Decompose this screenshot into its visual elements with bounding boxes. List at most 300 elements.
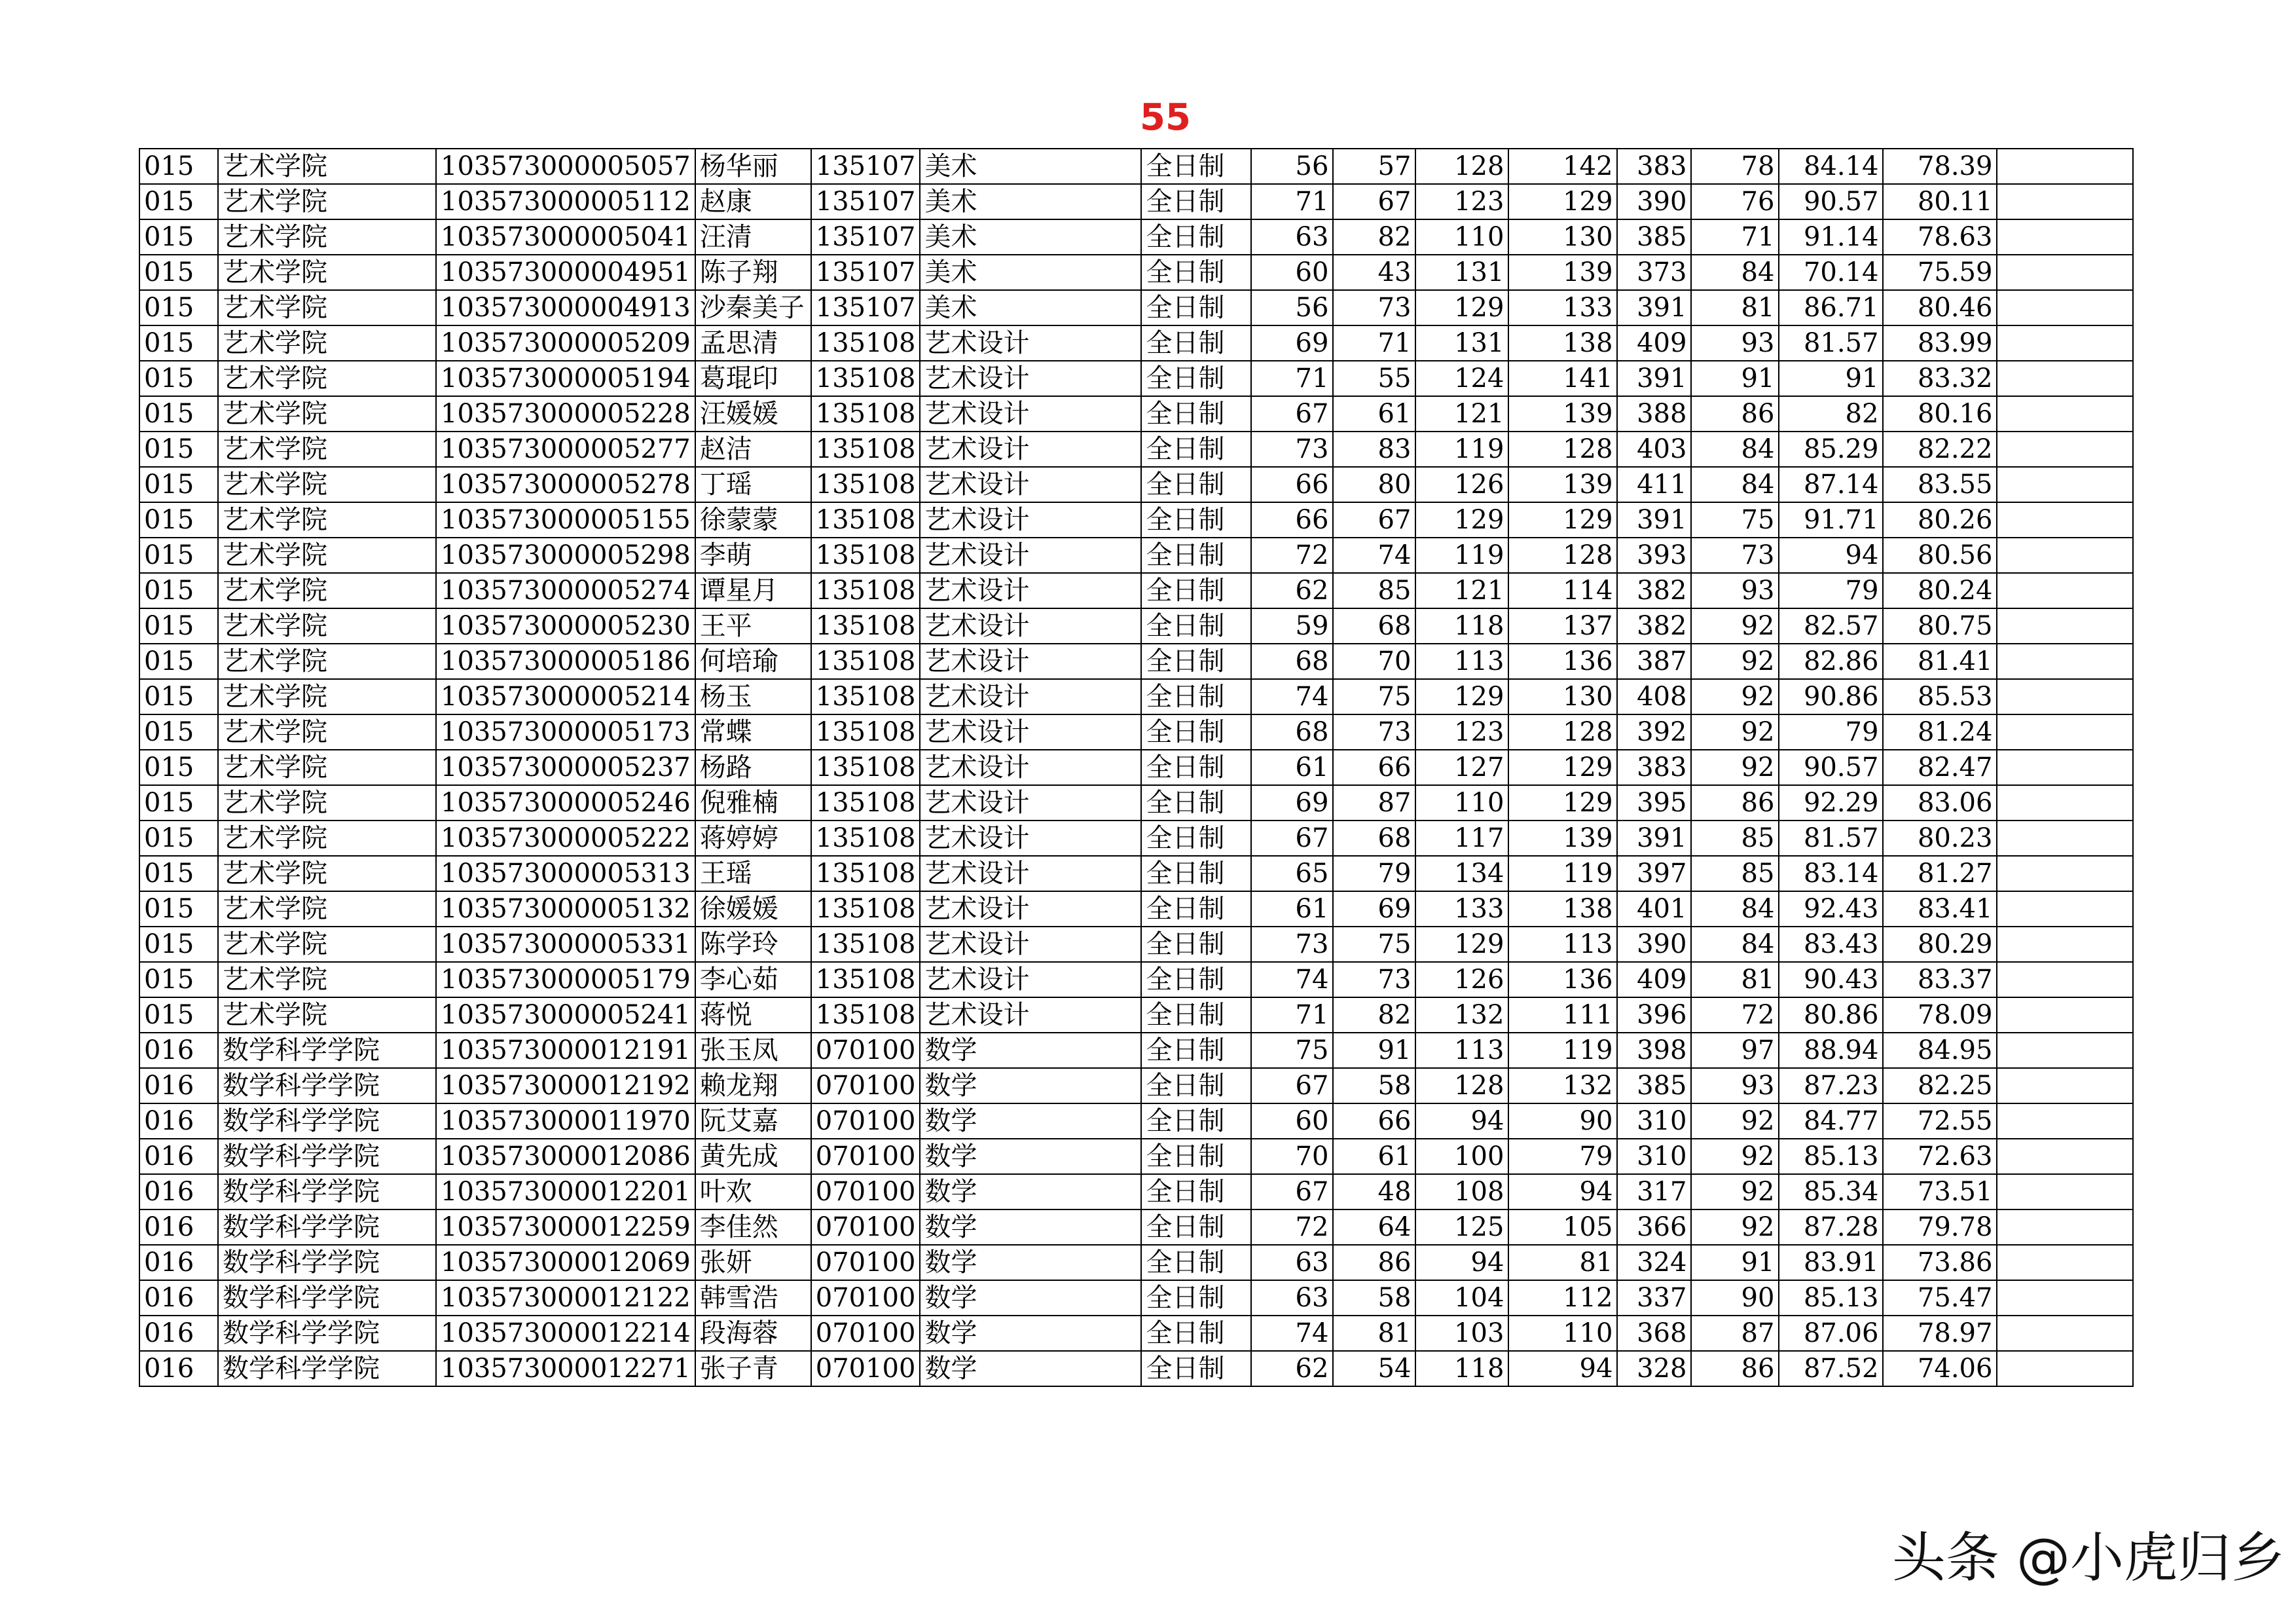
cell-major-name: 美术 [920,149,1141,184]
cell-retest-score: 85 [1691,856,1779,891]
cell-retest-average: 87.23 [1779,1068,1883,1103]
cell-score-subject-2: 113 [1508,927,1617,962]
cell-score-subject-2: 136 [1508,962,1617,997]
cell-candidate-name: 陈子翔 [695,255,811,290]
cell-candidate-id: 103573000005277 [436,432,695,467]
cell-final-score: 73.86 [1883,1245,1997,1280]
cell-major-name: 艺术设计 [920,997,1141,1033]
cell-college-code: 016 [139,1280,218,1316]
table-row [139,1351,2133,1386]
cell-score-foreign-language: 70 [1333,644,1415,679]
cell-retest-score: 92 [1691,644,1779,679]
cell-major-name: 艺术设计 [920,502,1141,538]
cell-college-name: 数学科学学院 [218,1245,436,1280]
cell-major-code: 070100 [811,1103,920,1139]
cell-score-subject-2: 136 [1508,644,1617,679]
cell-empty [1997,927,2133,962]
cell-final-score: 80.11 [1883,184,1997,219]
cell-candidate-name: 沙秦美子 [695,290,811,325]
cell-retest-score: 97 [1691,1033,1779,1068]
cell-total-score: 366 [1617,1209,1691,1245]
cell-empty [1997,997,2133,1033]
cell-college-name: 艺术学院 [218,361,436,396]
cell-college-name: 数学科学学院 [218,1139,436,1174]
cell-score-politics: 74 [1251,962,1333,997]
cell-score-politics: 60 [1251,1103,1333,1139]
cell-candidate-name: 汪清 [695,219,811,255]
cell-score-foreign-language: 69 [1333,891,1415,927]
cell-college-name: 艺术学院 [218,856,436,891]
cell-empty [1997,396,2133,432]
cell-candidate-id: 103573000004913 [436,290,695,325]
cell-major-name: 艺术设计 [920,891,1141,927]
cell-retest-average: 81.57 [1779,821,1883,856]
cell-score-foreign-language: 61 [1333,1139,1415,1174]
cell-final-score: 81.27 [1883,856,1997,891]
cell-candidate-id: 103573000012122 [436,1280,695,1316]
cell-major-code: 135108 [811,962,920,997]
cell-major-code: 070100 [811,1209,920,1245]
cell-score-subject-1: 131 [1415,255,1508,290]
cell-final-score: 82.22 [1883,432,1997,467]
cell-score-foreign-language: 91 [1333,1033,1415,1068]
cell-empty [1997,219,2133,255]
cell-college-name: 艺术学院 [218,432,436,467]
cell-major-code: 135108 [811,573,920,608]
cell-score-politics: 60 [1251,255,1333,290]
cell-score-subject-2: 138 [1508,891,1617,927]
cell-candidate-id: 103573000005298 [436,538,695,573]
cell-major-name: 数学 [920,1033,1141,1068]
cell-retest-average: 90.86 [1779,679,1883,714]
cell-empty [1997,432,2133,467]
cell-score-politics: 71 [1251,997,1333,1033]
cell-empty [1997,1245,2133,1280]
table-row [139,1103,2133,1139]
cell-score-subject-2: 105 [1508,1209,1617,1245]
cell-score-politics: 74 [1251,1316,1333,1351]
cell-study-mode: 全日制 [1141,679,1251,714]
cell-total-score: 385 [1617,1068,1691,1103]
cell-score-subject-1: 110 [1415,785,1508,821]
cell-score-subject-2: 111 [1508,997,1617,1033]
cell-major-name: 艺术设计 [920,432,1141,467]
cell-major-code: 135107 [811,255,920,290]
cell-candidate-id: 103573000005186 [436,644,695,679]
cell-major-code: 135108 [811,538,920,573]
cell-major-code: 135108 [811,927,920,962]
cell-score-subject-2: 130 [1508,219,1617,255]
cell-final-score: 83.32 [1883,361,1997,396]
cell-college-code: 015 [139,679,218,714]
cell-retest-score: 86 [1691,1351,1779,1386]
cell-college-name: 艺术学院 [218,149,436,184]
table-row [139,290,2133,325]
cell-study-mode: 全日制 [1141,927,1251,962]
cell-final-score: 83.41 [1883,891,1997,927]
cell-major-code: 070100 [811,1174,920,1209]
cell-total-score: 392 [1617,714,1691,750]
cell-college-code: 015 [139,467,218,502]
cell-total-score: 383 [1617,149,1691,184]
cell-candidate-name: 徐蒙蒙 [695,502,811,538]
cell-college-code: 016 [139,1139,218,1174]
cell-college-code: 016 [139,1209,218,1245]
cell-college-name: 艺术学院 [218,927,436,962]
cell-final-score: 80.26 [1883,502,1997,538]
cell-retest-score: 92 [1691,679,1779,714]
cell-score-foreign-language: 74 [1333,538,1415,573]
cell-retest-score: 93 [1691,325,1779,361]
cell-score-foreign-language: 73 [1333,714,1415,750]
cell-candidate-name: 赵洁 [695,432,811,467]
cell-major-code: 135108 [811,396,920,432]
cell-empty [1997,502,2133,538]
table-row [139,962,2133,997]
cell-score-foreign-language: 81 [1333,1316,1415,1351]
cell-college-name: 数学科学学院 [218,1280,436,1316]
cell-college-name: 艺术学院 [218,538,436,573]
cell-major-code: 070100 [811,1316,920,1351]
cell-score-subject-1: 131 [1415,325,1508,361]
cell-retest-average: 91.14 [1779,219,1883,255]
cell-score-foreign-language: 73 [1333,290,1415,325]
cell-score-subject-1: 104 [1415,1280,1508,1316]
cell-score-subject-1: 133 [1415,891,1508,927]
cell-college-code: 015 [139,962,218,997]
cell-candidate-id: 103573000005179 [436,962,695,997]
cell-empty [1997,1068,2133,1103]
cell-study-mode: 全日制 [1141,1033,1251,1068]
cell-candidate-id: 103573000012086 [436,1139,695,1174]
cell-major-code: 135108 [811,467,920,502]
cell-score-subject-2: 128 [1508,432,1617,467]
cell-major-name: 艺术设计 [920,856,1141,891]
table-row [139,432,2133,467]
table-row [139,1316,2133,1351]
cell-major-name: 艺术设计 [920,714,1141,750]
cell-study-mode: 全日制 [1141,785,1251,821]
cell-candidate-name: 徐媛媛 [695,891,811,927]
cell-retest-score: 92 [1691,1139,1779,1174]
cell-score-subject-1: 119 [1415,538,1508,573]
cell-major-code: 135108 [811,891,920,927]
cell-score-subject-2: 81 [1508,1245,1617,1280]
cell-study-mode: 全日制 [1141,149,1251,184]
table-row [139,1209,2133,1245]
table-row [139,573,2133,608]
cell-total-score: 390 [1617,184,1691,219]
cell-retest-score: 73 [1691,538,1779,573]
cell-retest-score: 85 [1691,821,1779,856]
cell-college-name: 艺术学院 [218,679,436,714]
cell-major-name: 艺术设计 [920,538,1141,573]
cell-total-score: 382 [1617,573,1691,608]
cell-college-code: 016 [139,1245,218,1280]
cell-study-mode: 全日制 [1141,1209,1251,1245]
cell-score-politics: 66 [1251,467,1333,502]
cell-final-score: 78.09 [1883,997,1997,1033]
cell-retest-average: 82.57 [1779,608,1883,644]
cell-major-code: 135107 [811,184,920,219]
cell-candidate-id: 103573000012214 [436,1316,695,1351]
cell-score-subject-1: 124 [1415,361,1508,396]
cell-study-mode: 全日制 [1141,1174,1251,1209]
cell-total-score: 391 [1617,821,1691,856]
cell-total-score: 383 [1617,750,1691,785]
cell-candidate-name: 叶欢 [695,1174,811,1209]
table-row [139,467,2133,502]
cell-final-score: 81.41 [1883,644,1997,679]
cell-major-name: 数学 [920,1316,1141,1351]
cell-major-code: 135107 [811,149,920,184]
cell-college-code: 015 [139,997,218,1033]
cell-candidate-id: 103573000005173 [436,714,695,750]
cell-score-subject-1: 126 [1415,467,1508,502]
cell-score-politics: 75 [1251,1033,1333,1068]
table-row [139,750,2133,785]
cell-score-subject-2: 128 [1508,714,1617,750]
cell-empty [1997,1174,2133,1209]
cell-college-name: 艺术学院 [218,219,436,255]
cell-major-name: 数学 [920,1139,1141,1174]
cell-score-politics: 65 [1251,856,1333,891]
cell-major-name: 艺术设计 [920,644,1141,679]
cell-score-subject-1: 126 [1415,962,1508,997]
cell-score-subject-1: 117 [1415,821,1508,856]
cell-college-name: 数学科学学院 [218,1316,436,1351]
cell-study-mode: 全日制 [1141,1068,1251,1103]
cell-retest-score: 92 [1691,1174,1779,1209]
cell-score-politics: 67 [1251,821,1333,856]
cell-score-foreign-language: 66 [1333,750,1415,785]
table-row [139,1033,2133,1068]
cell-college-code: 016 [139,1174,218,1209]
cell-empty [1997,856,2133,891]
cell-candidate-name: 杨华丽 [695,149,811,184]
cell-candidate-id: 103573000012259 [436,1209,695,1245]
cell-empty [1997,1139,2133,1174]
cell-college-code: 015 [139,856,218,891]
cell-candidate-id: 103573000012271 [436,1351,695,1386]
cell-score-foreign-language: 67 [1333,502,1415,538]
cell-candidate-name: 蒋婷婷 [695,821,811,856]
cell-candidate-name: 常蝶 [695,714,811,750]
cell-college-code: 015 [139,184,218,219]
cell-score-subject-1: 103 [1415,1316,1508,1351]
cell-retest-average: 87.28 [1779,1209,1883,1245]
cell-major-name: 艺术设计 [920,679,1141,714]
cell-study-mode: 全日制 [1141,750,1251,785]
cell-major-code: 135108 [811,502,920,538]
cell-major-code: 135108 [811,679,920,714]
cell-study-mode: 全日制 [1141,644,1251,679]
cell-retest-average: 85.29 [1779,432,1883,467]
cell-retest-score: 92 [1691,714,1779,750]
cell-study-mode: 全日制 [1141,396,1251,432]
cell-major-name: 数学 [920,1209,1141,1245]
cell-score-subject-2: 130 [1508,679,1617,714]
cell-study-mode: 全日制 [1141,714,1251,750]
cell-retest-score: 86 [1691,396,1779,432]
table-row [139,149,2133,184]
table-row [139,714,2133,750]
cell-study-mode: 全日制 [1141,891,1251,927]
cell-major-code: 135108 [811,361,920,396]
cell-college-code: 015 [139,821,218,856]
cell-final-score: 84.95 [1883,1033,1997,1068]
cell-major-name: 数学 [920,1280,1141,1316]
cell-score-subject-1: 113 [1415,644,1508,679]
cell-college-name: 艺术学院 [218,255,436,290]
cell-score-politics: 69 [1251,785,1333,821]
cell-score-subject-2: 129 [1508,502,1617,538]
cell-score-subject-1: 134 [1415,856,1508,891]
cell-college-name: 艺术学院 [218,467,436,502]
cell-candidate-id: 103573000005112 [436,184,695,219]
cell-study-mode: 全日制 [1141,997,1251,1033]
cell-candidate-id: 103573000005214 [436,679,695,714]
cell-college-code: 016 [139,1316,218,1351]
cell-empty [1997,750,2133,785]
cell-total-score: 411 [1617,467,1691,502]
cell-college-name: 数学科学学院 [218,1174,436,1209]
cell-score-subject-2: 133 [1508,290,1617,325]
cell-score-subject-2: 129 [1508,785,1617,821]
cell-candidate-id: 103573000005274 [436,573,695,608]
cell-retest-score: 90 [1691,1280,1779,1316]
cell-candidate-id: 103573000011970 [436,1103,695,1139]
table-row [139,396,2133,432]
cell-final-score: 80.23 [1883,821,1997,856]
cell-score-foreign-language: 83 [1333,432,1415,467]
cell-major-name: 美术 [920,255,1141,290]
cell-major-code: 070100 [811,1351,920,1386]
cell-college-name: 艺术学院 [218,750,436,785]
cell-candidate-name: 倪雅楠 [695,785,811,821]
cell-college-name: 数学科学学院 [218,1351,436,1386]
cell-retest-average: 90.43 [1779,962,1883,997]
cell-retest-score: 71 [1691,219,1779,255]
cell-total-score: 397 [1617,856,1691,891]
cell-college-name: 艺术学院 [218,891,436,927]
cell-major-code: 070100 [811,1068,920,1103]
cell-empty [1997,573,2133,608]
cell-score-politics: 67 [1251,1068,1333,1103]
cell-score-politics: 69 [1251,325,1333,361]
cell-candidate-name: 谭星月 [695,573,811,608]
cell-study-mode: 全日制 [1141,1351,1251,1386]
cell-score-subject-2: 119 [1508,1033,1617,1068]
cell-score-foreign-language: 54 [1333,1351,1415,1386]
cell-empty [1997,290,2133,325]
cell-candidate-name: 韩雪浩 [695,1280,811,1316]
cell-retest-average: 84.14 [1779,149,1883,184]
cell-major-code: 070100 [811,1139,920,1174]
cell-score-foreign-language: 48 [1333,1174,1415,1209]
cell-candidate-id: 103573000012201 [436,1174,695,1209]
cell-college-name: 艺术学院 [218,502,436,538]
cell-empty [1997,538,2133,573]
cell-retest-score: 87 [1691,1316,1779,1351]
cell-empty [1997,149,2133,184]
cell-score-politics: 62 [1251,1351,1333,1386]
cell-candidate-name: 陈学玲 [695,927,811,962]
cell-retest-average: 86.71 [1779,290,1883,325]
cell-score-foreign-language: 80 [1333,467,1415,502]
cell-total-score: 391 [1617,290,1691,325]
cell-retest-average: 85.13 [1779,1139,1883,1174]
cell-major-name: 数学 [920,1174,1141,1209]
cell-study-mode: 全日制 [1141,1245,1251,1280]
cell-study-mode: 全日制 [1141,608,1251,644]
cell-candidate-id: 103573000005278 [436,467,695,502]
cell-score-subject-1: 128 [1415,1068,1508,1103]
cell-total-score: 310 [1617,1139,1691,1174]
cell-major-name: 数学 [920,1068,1141,1103]
cell-college-name: 数学科学学院 [218,1209,436,1245]
cell-score-foreign-language: 87 [1333,785,1415,821]
cell-score-subject-2: 139 [1508,396,1617,432]
cell-empty [1997,785,2133,821]
cell-total-score: 382 [1617,608,1691,644]
cell-retest-score: 76 [1691,184,1779,219]
table-row [139,1280,2133,1316]
cell-candidate-id: 103573000005194 [436,361,695,396]
cell-retest-score: 75 [1691,502,1779,538]
cell-retest-average: 87.52 [1779,1351,1883,1386]
table-row [139,785,2133,821]
cell-score-foreign-language: 66 [1333,1103,1415,1139]
table-row [139,1245,2133,1280]
cell-score-foreign-language: 75 [1333,679,1415,714]
cell-score-subject-1: 127 [1415,750,1508,785]
cell-study-mode: 全日制 [1141,467,1251,502]
cell-retest-average: 85.13 [1779,1280,1883,1316]
cell-candidate-id: 103573000005041 [436,219,695,255]
cell-candidate-id: 103573000005132 [436,891,695,927]
cell-score-politics: 61 [1251,891,1333,927]
cell-final-score: 75.59 [1883,255,1997,290]
cell-score-subject-1: 110 [1415,219,1508,255]
cell-score-foreign-language: 71 [1333,325,1415,361]
table-row [139,361,2133,396]
cell-candidate-name: 阮艾嘉 [695,1103,811,1139]
cell-score-politics: 67 [1251,1174,1333,1209]
cell-candidate-name: 葛琨印 [695,361,811,396]
cell-retest-score: 84 [1691,927,1779,962]
cell-study-mode: 全日制 [1141,361,1251,396]
cell-total-score: 337 [1617,1280,1691,1316]
table-row [139,1174,2133,1209]
cell-empty [1997,255,2133,290]
table-row [139,821,2133,856]
cell-retest-score: 93 [1691,573,1779,608]
table-row [139,608,2133,644]
cell-empty [1997,891,2133,927]
cell-college-code: 015 [139,573,218,608]
cell-candidate-id: 103573000005237 [436,750,695,785]
table-row [139,997,2133,1033]
cell-major-code: 135108 [811,821,920,856]
cell-score-subject-1: 123 [1415,714,1508,750]
cell-empty [1997,467,2133,502]
cell-score-politics: 61 [1251,750,1333,785]
cell-candidate-id: 103573000005155 [436,502,695,538]
cell-college-name: 艺术学院 [218,714,436,750]
cell-score-subject-1: 128 [1415,149,1508,184]
cell-final-score: 83.55 [1883,467,1997,502]
